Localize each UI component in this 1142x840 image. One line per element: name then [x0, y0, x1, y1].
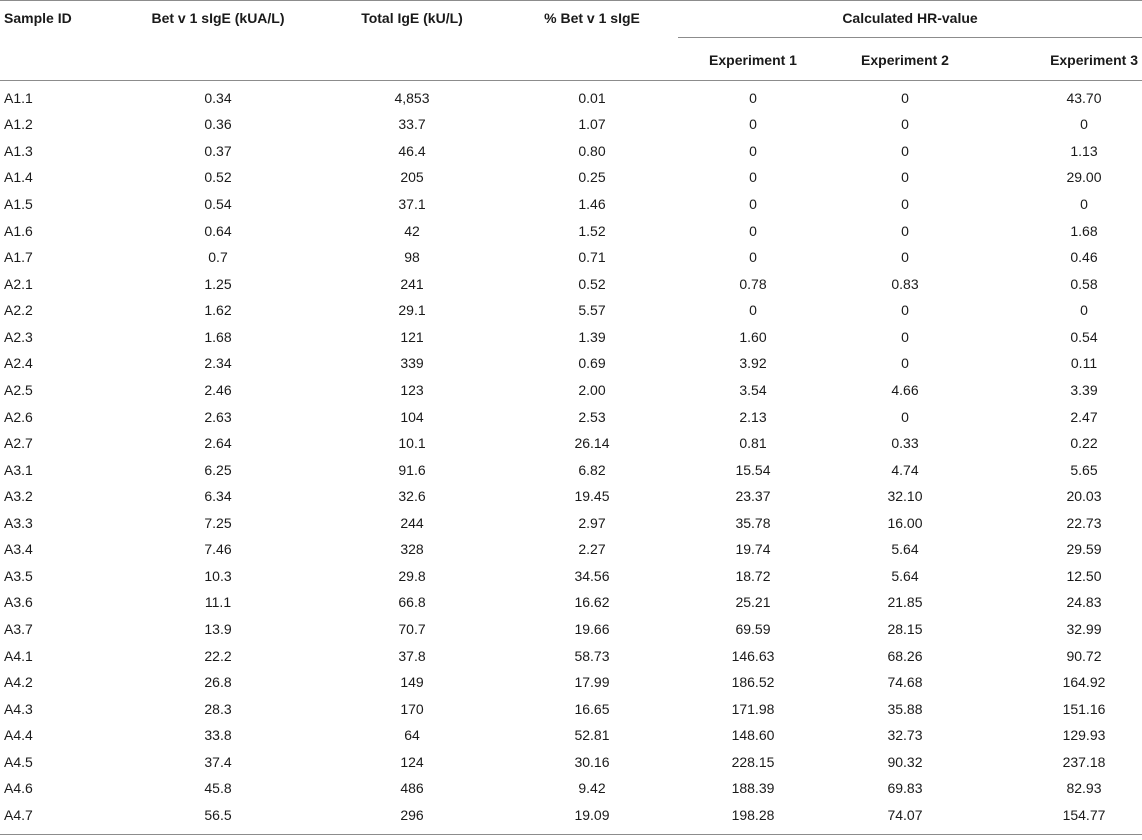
cell-total-ige: 33.7	[398, 116, 426, 133]
cell-sample-id: A3.1	[4, 461, 33, 478]
cell-total-ige: 486	[400, 780, 424, 797]
cell-hr-experiment-2: 4.74	[891, 461, 919, 478]
cell-hr-experiment-2: 0	[901, 249, 909, 266]
cell-bet-v1-sige: 0.54	[204, 196, 232, 213]
cell-hr-experiment-3: 0.11	[1070, 355, 1098, 372]
cell-sample-id: A2.2	[4, 302, 33, 319]
cell-pct-bet-v1-sige: 1.52	[578, 222, 606, 239]
table-row	[0, 111, 1142, 138]
cell-total-ige: 32.6	[398, 488, 426, 505]
cell-hr-experiment-2: 90.32	[887, 753, 923, 770]
cell-bet-v1-sige: 6.34	[204, 488, 232, 505]
cell-hr-experiment-2: 0	[901, 355, 909, 372]
cell-bet-v1-sige: 2.46	[204, 381, 232, 398]
header-experiment-3: Experiment 3	[982, 37, 1142, 80]
cell-total-ige: 46.4	[398, 142, 426, 159]
cell-hr-experiment-1: 0	[749, 89, 757, 106]
cell-hr-experiment-3: 3.39	[1070, 381, 1098, 398]
cell-bet-v1-sige: 26.8	[204, 674, 232, 691]
cell-hr-experiment-1: 0	[749, 142, 757, 159]
cell-pct-bet-v1-sige: 19.45	[574, 488, 610, 505]
cell-hr-experiment-3: 90.72	[1066, 647, 1102, 664]
cell-total-ige: 339	[400, 355, 424, 372]
cell-pct-bet-v1-sige: 2.00	[578, 381, 606, 398]
cell-pct-bet-v1-sige: 16.62	[574, 594, 610, 611]
cell-hr-experiment-1: 228.15	[731, 753, 775, 770]
cell-hr-experiment-2: 0	[901, 222, 909, 239]
cell-total-ige: 10.1	[398, 435, 426, 452]
cell-sample-id: A2.4	[4, 355, 33, 372]
cell-sample-id: A4.3	[4, 700, 33, 717]
cell-bet-v1-sige: 28.3	[204, 700, 232, 717]
cell-total-ige: 37.8	[398, 647, 426, 664]
cell-hr-experiment-2: 21.85	[887, 594, 923, 611]
table-row	[0, 510, 1142, 537]
cell-total-ige: 205	[400, 169, 424, 186]
cell-bet-v1-sige: 13.9	[204, 621, 232, 638]
cell-hr-experiment-2: 16.00	[887, 514, 923, 531]
cell-sample-id: A1.3	[4, 142, 33, 159]
cell-hr-experiment-3: 0.58	[1070, 275, 1098, 292]
cell-total-ige: 123	[400, 381, 424, 398]
cell-total-ige: 149	[400, 674, 424, 691]
cell-sample-id: A3.4	[4, 541, 33, 558]
header-total-ige: Total IgE (kU/L)	[318, 0, 506, 80]
cell-hr-experiment-2: 0	[901, 302, 909, 319]
cell-hr-experiment-2: 74.07	[828, 802, 982, 835]
cell-bet-v1-sige: 7.25	[204, 514, 232, 531]
header-experiment-2: Experiment 2	[828, 37, 982, 80]
cell-hr-experiment-2: 0	[901, 116, 909, 133]
cell-sample-id: A1.6	[4, 222, 33, 239]
cell-hr-experiment-1: 25.21	[735, 594, 771, 611]
cell-hr-experiment-2: 28.15	[887, 621, 923, 638]
cell-hr-experiment-1: 0	[749, 169, 757, 186]
table-row	[0, 164, 1142, 191]
cell-hr-experiment-3: 0.54	[1070, 328, 1098, 345]
cell-pct-bet-v1-sige: 2.97	[578, 514, 606, 531]
table-row	[0, 483, 1142, 510]
cell-hr-experiment-1: 0.78	[739, 275, 767, 292]
cell-hr-experiment-3: 129.93	[1062, 727, 1106, 744]
cell-sample-id: A4.6	[4, 780, 33, 797]
cell-hr-experiment-1: 69.59	[735, 621, 771, 638]
cell-hr-experiment-2: 68.26	[887, 647, 923, 664]
cell-sample-id: A2.7	[4, 435, 33, 452]
table-row	[0, 589, 1142, 616]
cell-pct-bet-v1-sige: 16.65	[574, 700, 610, 717]
cell-hr-experiment-2: 0.33	[891, 435, 919, 452]
cell-pct-bet-v1-sige: 30.16	[574, 753, 610, 770]
header-sample-id: Sample ID	[0, 0, 118, 80]
cell-hr-experiment-3: 1.13	[1070, 142, 1098, 159]
cell-sample-id: A4.1	[4, 647, 33, 664]
table-row	[0, 563, 1142, 590]
cell-hr-experiment-1: 0.81	[739, 435, 767, 452]
cell-pct-bet-v1-sige: 19.09	[506, 802, 678, 835]
cell-bet-v1-sige: 0.7	[208, 249, 228, 266]
cell-hr-experiment-3: 20.03	[1066, 488, 1102, 505]
cell-total-ige: 42	[404, 222, 420, 239]
cell-total-ige: 29.8	[398, 567, 426, 584]
table-row	[0, 775, 1142, 802]
cell-total-ige: 124	[400, 753, 424, 770]
cell-sample-id: A1.4	[4, 169, 33, 186]
cell-bet-v1-sige: 7.46	[204, 541, 232, 558]
cell-sample-id: A1.1	[4, 89, 33, 106]
cell-hr-experiment-3: 0	[1080, 116, 1088, 133]
table-body	[0, 80, 1142, 835]
cell-bet-v1-sige: 37.4	[204, 753, 232, 770]
cell-hr-experiment-1: 146.63	[731, 647, 775, 664]
table-row	[0, 324, 1142, 351]
table-row	[0, 749, 1142, 776]
cell-bet-v1-sige: 2.64	[204, 435, 232, 452]
cell-bet-v1-sige: 0.36	[204, 116, 232, 133]
cell-total-ige: 37.1	[398, 196, 426, 213]
cell-pct-bet-v1-sige: 17.99	[574, 674, 610, 691]
cell-hr-experiment-3: 32.99	[1066, 621, 1102, 638]
cell-hr-experiment-1: 18.72	[735, 567, 771, 584]
table-row	[0, 297, 1142, 324]
cell-sample-id: A1.7	[4, 249, 33, 266]
cell-pct-bet-v1-sige: 34.56	[574, 567, 610, 584]
cell-total-ige: 66.8	[398, 594, 426, 611]
cell-bet-v1-sige: 0.64	[204, 222, 232, 239]
cell-hr-experiment-1: 35.78	[735, 514, 771, 531]
cell-sample-id: A3.5	[4, 567, 33, 584]
cell-hr-experiment-1: 0	[749, 116, 757, 133]
cell-sample-id: A2.5	[4, 381, 33, 398]
cell-bet-v1-sige: 0.37	[204, 142, 232, 159]
cell-hr-experiment-2: 74.68	[887, 674, 923, 691]
cell-total-ige: 121	[400, 328, 424, 345]
cell-hr-experiment-1: 3.54	[739, 381, 767, 398]
cell-hr-experiment-2: 0	[901, 328, 909, 345]
cell-hr-experiment-1: 148.60	[731, 727, 775, 744]
cell-sample-id: A2.6	[4, 408, 33, 425]
cell-pct-bet-v1-sige: 26.14	[574, 435, 610, 452]
cell-total-ige: 91.6	[398, 461, 426, 478]
table-row	[0, 642, 1142, 669]
table-row	[0, 244, 1142, 271]
cell-hr-experiment-2: 0	[901, 89, 909, 106]
cell-bet-v1-sige: 1.68	[204, 328, 232, 345]
cell-hr-experiment-2: 5.64	[891, 567, 919, 584]
cell-sample-id: A4.7	[0, 802, 118, 835]
cell-bet-v1-sige: 0.52	[204, 169, 232, 186]
cell-hr-experiment-3: 24.83	[1066, 594, 1102, 611]
table-row	[0, 191, 1142, 218]
table-row	[0, 217, 1142, 244]
cell-hr-experiment-2: 32.10	[887, 488, 923, 505]
cell-hr-experiment-1: 2.13	[739, 408, 767, 425]
cell-sample-id: A1.5	[4, 196, 33, 213]
cell-total-ige: 70.7	[398, 621, 426, 638]
cell-total-ige: 29.1	[398, 302, 426, 319]
cell-hr-experiment-1: 171.98	[731, 700, 775, 717]
cell-pct-bet-v1-sige: 1.39	[578, 328, 606, 345]
cell-total-ige: 64	[404, 727, 420, 744]
cell-total-ige: 296	[318, 802, 506, 835]
header-calculated-hr-value: Calculated HR-value	[678, 0, 1142, 37]
cell-total-ige: 241	[400, 275, 424, 292]
cell-pct-bet-v1-sige: 9.42	[578, 780, 606, 797]
cell-hr-experiment-3: 1.68	[1070, 222, 1098, 239]
table-row	[0, 802, 1142, 835]
cell-bet-v1-sige: 0.34	[204, 89, 232, 106]
cell-hr-experiment-1: 188.39	[731, 780, 775, 797]
cell-hr-experiment-3: 5.65	[1070, 461, 1098, 478]
cell-hr-experiment-2: 32.73	[887, 727, 923, 744]
table-row	[0, 430, 1142, 457]
cell-hr-experiment-2: 69.83	[887, 780, 923, 797]
cell-pct-bet-v1-sige: 0.80	[578, 142, 606, 159]
table-row	[0, 536, 1142, 563]
cell-pct-bet-v1-sige: 0.71	[578, 249, 606, 266]
cell-total-ige: 244	[400, 514, 424, 531]
cell-total-ige: 104	[400, 408, 424, 425]
cell-sample-id: A3.7	[4, 621, 33, 638]
cell-hr-experiment-1: 0	[749, 222, 757, 239]
cell-pct-bet-v1-sige: 6.82	[578, 461, 606, 478]
cell-hr-experiment-3: 164.92	[1062, 674, 1106, 691]
header-experiment-1: Experiment 1	[678, 37, 828, 80]
cell-hr-experiment-1: 23.37	[735, 488, 771, 505]
cell-bet-v1-sige: 1.25	[204, 275, 232, 292]
table-row	[0, 350, 1142, 377]
cell-bet-v1-sige: 2.34	[204, 355, 232, 372]
cell-hr-experiment-3: 82.93	[1066, 780, 1102, 797]
table-row	[0, 669, 1142, 696]
table-row	[0, 80, 1142, 111]
cell-sample-id: A2.1	[4, 275, 33, 292]
cell-hr-experiment-2: 4.66	[891, 381, 919, 398]
cell-hr-experiment-1: 0	[749, 249, 757, 266]
cell-hr-experiment-1: 19.74	[735, 541, 771, 558]
table-header	[0, 0, 1142, 80]
cell-hr-experiment-1: 186.52	[731, 674, 775, 691]
cell-hr-experiment-1: 15.54	[735, 461, 771, 478]
cell-hr-experiment-2: 0.83	[891, 275, 919, 292]
cell-bet-v1-sige: 22.2	[204, 647, 232, 664]
cell-sample-id: A3.6	[4, 594, 33, 611]
cell-hr-experiment-2: 35.88	[887, 700, 923, 717]
cell-hr-experiment-3: 29.59	[1066, 541, 1102, 558]
cell-hr-experiment-3: 43.70	[1066, 89, 1102, 106]
cell-hr-experiment-3: 154.77	[982, 802, 1142, 835]
cell-total-ige: 328	[400, 541, 424, 558]
cell-pct-bet-v1-sige: 1.46	[578, 196, 606, 213]
cell-hr-experiment-1: 0	[749, 196, 757, 213]
table-row	[0, 695, 1142, 722]
cell-bet-v1-sige: 33.8	[204, 727, 232, 744]
table-row	[0, 456, 1142, 483]
table-row	[0, 138, 1142, 165]
cell-bet-v1-sige: 6.25	[204, 461, 232, 478]
cell-hr-experiment-3: 29.00	[1066, 169, 1102, 186]
cell-pct-bet-v1-sige: 5.57	[578, 302, 606, 319]
cell-hr-experiment-1: 0	[749, 302, 757, 319]
cell-hr-experiment-2: 0	[901, 169, 909, 186]
cell-pct-bet-v1-sige: 2.27	[578, 541, 606, 558]
cell-pct-bet-v1-sige: 2.53	[578, 408, 606, 425]
table-row	[0, 270, 1142, 297]
cell-hr-experiment-2: 0	[901, 408, 909, 425]
cell-pct-bet-v1-sige: 19.66	[574, 621, 610, 638]
cell-sample-id: A3.2	[4, 488, 33, 505]
cell-sample-id: A4.5	[4, 753, 33, 770]
cell-bet-v1-sige: 45.8	[204, 780, 232, 797]
cell-hr-experiment-3: 151.16	[1062, 700, 1106, 717]
cell-hr-experiment-2: 0	[901, 196, 909, 213]
cell-pct-bet-v1-sige: 0.52	[578, 275, 606, 292]
cell-pct-bet-v1-sige: 0.01	[578, 89, 606, 106]
cell-hr-experiment-3: 0.46	[1070, 249, 1098, 266]
cell-total-ige: 170	[400, 700, 424, 717]
cell-sample-id: A4.2	[4, 674, 33, 691]
cell-hr-experiment-1: 1.60	[739, 328, 767, 345]
cell-hr-experiment-3: 0	[1080, 196, 1088, 213]
cell-pct-bet-v1-sige: 0.69	[578, 355, 606, 372]
cell-sample-id: A3.3	[4, 514, 33, 531]
cell-bet-v1-sige: 10.3	[204, 567, 232, 584]
cell-pct-bet-v1-sige: 0.25	[578, 169, 606, 186]
header-pct-bet-v1-sige: % Bet v 1 sIgE	[506, 0, 678, 80]
cell-sample-id: A2.3	[4, 328, 33, 345]
cell-bet-v1-sige: 11.1	[204, 594, 232, 611]
cell-pct-bet-v1-sige: 52.81	[574, 727, 610, 744]
cell-bet-v1-sige: 56.5	[118, 802, 318, 835]
cell-sample-id: A4.4	[4, 727, 33, 744]
cell-hr-experiment-3: 12.50	[1066, 567, 1102, 584]
cell-total-ige: 98	[404, 249, 420, 266]
table-row	[0, 377, 1142, 404]
cell-pct-bet-v1-sige: 1.07	[578, 116, 606, 133]
header-bet-v1-sige: Bet v 1 sIgE (kUA/L)	[118, 0, 318, 80]
cell-hr-experiment-1: 198.28	[678, 802, 828, 835]
cell-hr-experiment-3: 2.47	[1070, 408, 1098, 425]
table-row	[0, 403, 1142, 430]
cell-hr-experiment-2: 5.64	[891, 541, 919, 558]
cell-bet-v1-sige: 2.63	[204, 408, 232, 425]
cell-pct-bet-v1-sige: 58.73	[574, 647, 610, 664]
cell-bet-v1-sige: 1.62	[204, 302, 232, 319]
cell-hr-experiment-3: 0	[1080, 302, 1088, 319]
table-row	[0, 722, 1142, 749]
cell-hr-experiment-3: 22.73	[1066, 514, 1102, 531]
cell-hr-experiment-3: 0.22	[1070, 435, 1098, 452]
cell-hr-experiment-3: 237.18	[1062, 753, 1106, 770]
table-row	[0, 616, 1142, 643]
cell-hr-experiment-2: 0	[901, 142, 909, 159]
cell-sample-id: A1.2	[4, 116, 33, 133]
cell-total-ige: 4,853	[394, 89, 430, 106]
cell-hr-experiment-1: 3.92	[739, 355, 767, 372]
